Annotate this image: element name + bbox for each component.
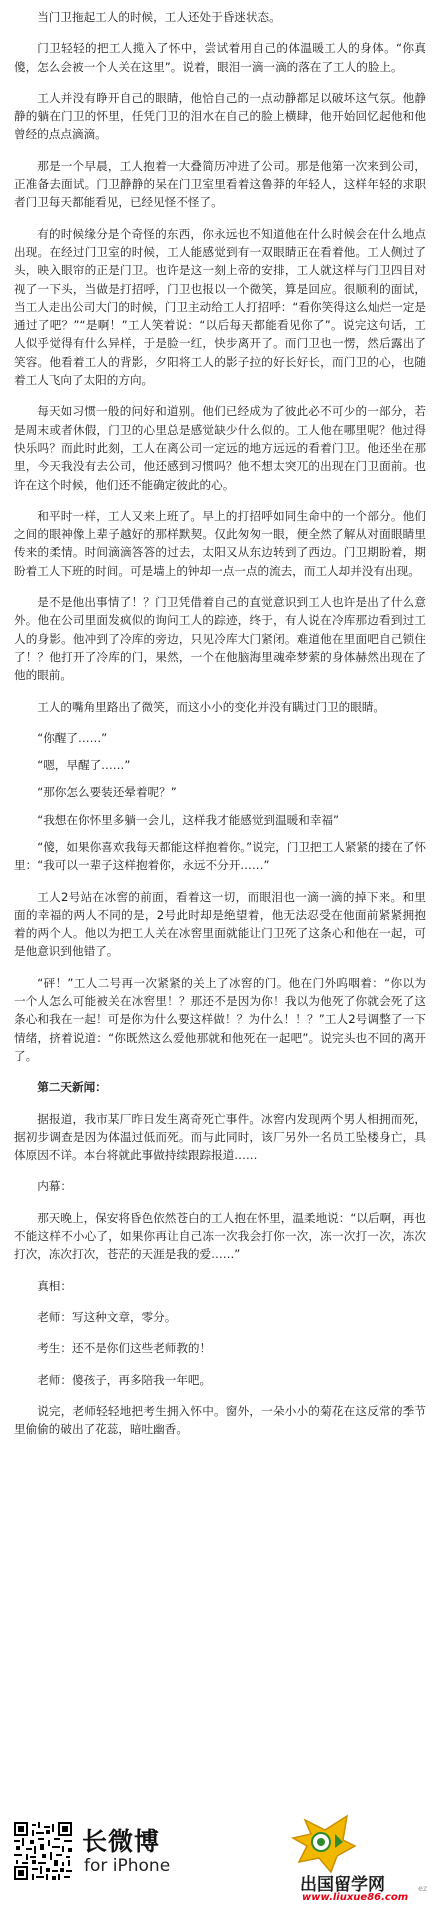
news-body: 据报道，我市某厂昨日发生离奇死亡事件。冰窖内发现两个男人相拥而死，据初步调查是因为体温过低而死。而与此同时，该厂另外一名员工坠楼身亡，具体原因不详。本台将就此事做持续跟踪报道…… xyxy=(14,1111,426,1163)
qr-code-icon xyxy=(14,1822,72,1880)
paragraph-5: 有的时候缘分是个奇怪的东西，你永远也不知道他在什么时候会在什么地点出现。在经过门卫室的时候，工人能感觉到有一双眼睛正在看着他。工人侧过了头，映入眼帘的正是门卫。也许是这一刻上帝的安排，工人就这样与门卫四目对视了一下头，当做是打招呼，门卫也报以一个微笑，算是回应。很顺利的面试，当工人走出公司大门的时候，门卫主动给工人打招呼：“看你笑得这么灿烂一定是通过了吧？”“是啊！”工人笑着说：“以后每天都能看见你了”。说完这句话，工人似乎觉得有什么异样，于是脸一红，快步离开了。而门卫也一愣，然后露出了笑容。他看着工人的背影，夕阳将工人的影子拉的好长好长，而门卫的心，也随着工人飞向了太阳的方向。 xyxy=(14,226,426,388)
closing-paragraph: 说完，老师轻轻地把考生拥入怀中。窗外，一朵小小的菊花在这反常的季节里偷偷的破出了花蕊，暗吐幽香。 xyxy=(14,1403,426,1437)
dialogue-4: “我想在你怀里多躺一会儿，这样我才能感觉到温暖和幸福” xyxy=(37,812,340,827)
news-heading: 第二天新闻： xyxy=(37,1080,107,1095)
paragraph-1: 当门卫拖起工人的时候，工人还处于昏迷状态。 xyxy=(37,10,281,24)
paragraph-6: 每天如习惯一般的问好和道别。他们已经成为了彼此必不可少的一部分，若是周末或者休假，门卫的心里总是感觉缺少什么似的。工人他在哪里呢？他过得快乐吗？而此时此刻，工人在离公司一定远的地方远远的看着门卫。他还坐在那里，今天我没有去公司，他还感到习惯吗？他不想太突兀的出现在门卫面前。也许在这个时候，他们还不能确定彼此的心。 xyxy=(14,404,426,492)
paragraph-14: “傻，如果你喜欢我每天都能这样抱着你。”说完，门卫把工人紧紧的搂在了怀里：“我可以一辈子这样抱着你，永远不分开……” xyxy=(14,839,426,873)
side-mark: ez xyxy=(418,1884,428,1893)
paragraph-4: 那是一个早晨，工人抱着一大叠简历冲进了公司。那是他第一次来到公司，正准备去面试。门卫静静的呆在门卫室里看着这鲁莽的年轻人，这样年轻的求职者门卫每天都能看见，已经见怪不怪了。 xyxy=(14,158,426,210)
site-url[interactable]: www.liuxue86.com xyxy=(302,1892,409,1903)
site-name: 出国留学网 xyxy=(300,1875,385,1895)
truth-line-1: 老师：写这种文章，零分。 xyxy=(37,1309,177,1324)
paragraph-2: 门卫轻轻的把工人揽入了怀中，尝试着用自己的体温暖工人的身体。“你真傻，怎么会被一个人关在这里”。说着，眼泪一滴一滴的落在了工人的脸上。 xyxy=(14,41,426,74)
truth-line-2: 考生：还不是你们这些老师教的！ xyxy=(37,1341,212,1356)
paragraph-16: “砰！”工人二号再一次紧紧的关上了冰窖的门。他在门外呜咽着：“你以为一个人怎么可能被关在冰窖里！？那还不是因为你！我以为他死了你就会死了这条心和我在一起！可是你为什么要这样做！？为什么！！？”工人2号调整了一下情绪，挤着说道：“你既然这么爱他那就和他死在一起吧”。说完头也不回的离开了。 xyxy=(14,975,426,1063)
dialogue-3: “那你怎么要装还晕着呢？” xyxy=(37,785,177,800)
paragraph-7: 和平时一样，工人又来上班了。早上的打招呼如同生命中的一个部分。他们之间的眼神像上辈子越好的那样默契。仅此匆匆一眼，便全然了解从对面眼睛里传来的柔情。时间滴滴答答的过去，太阳又从东边转到了西边。门卫期盼着，期盼着工人下班的时间。可是墙上的钟却一点一点的流去，而工人却并没有出现。 xyxy=(14,508,426,578)
dialogue-1: “你醒了……” xyxy=(37,730,108,745)
dialogue-2: “嗯，早醒了……” xyxy=(37,758,131,773)
truth-line-3: 老师：傻孩子，再多陪我一年吧。 xyxy=(37,1372,212,1387)
truth-heading: 真相： xyxy=(37,1278,72,1293)
paragraph-3: 工人并没有睁开自己的眼睛，他恰自己的一点动静都足以破坏这气氛。他静静的躺在门卫的怀里，任凭门卫的泪水在自己的脸上横肆，他开始回忆起他和他曾经的点点滴滴。 xyxy=(14,90,426,142)
brand-title: 长微博 xyxy=(82,1827,161,1856)
inside-heading: 内幕： xyxy=(37,1179,72,1194)
mascot-logo-icon xyxy=(285,1812,365,1876)
paragraph-8: 是不是他出事情了！？门卫凭借着自己的直觉意识到工人也许是出了什么意外。他在公司里面发疯似的询问工人的踪迹，终于，有人说在冷库那边看到过工人的身影。他冲到了冷库的旁边，只见冷库大门紧闭。难道他在里面吧自己锁住了！？他打开了冷库的门，果然，一个在他脑海里魂牵梦萦的身体赫然出现在了他的眼前。 xyxy=(14,595,426,683)
article-body xyxy=(14,8,426,1438)
paragraph-9: 工人的嘴角里路出了微笑，而这小小的变化并没有瞒过门卫的眼睛。 xyxy=(37,699,386,714)
brand-subtitle: for iPhone xyxy=(84,1856,171,1876)
footer xyxy=(0,1812,440,1908)
paragraph-15: 工人2号站在冰窖的前面，看着这一切，而眼泪也一滴一滴的掉下来。和里面的幸福的两人不同的是，2号此时却是绝望着，他无法忍受在他面前紧紧拥抱着的两个人。他以为把工人关在冰窖里面就能让门卫死了这条心和他在一起，可是他意识到他错了。 xyxy=(14,889,426,959)
inside-body: 那天晚上，保安将昏色依然苍白的工人抱在怀里，温柔地说：“以后啊，再也不能这样不小心了，如果你再让自己冻一次我会打你一次，冻一次打一次，冻次打次，冻次打次，苍茫的天涯是我的爱……” xyxy=(14,1210,426,1262)
